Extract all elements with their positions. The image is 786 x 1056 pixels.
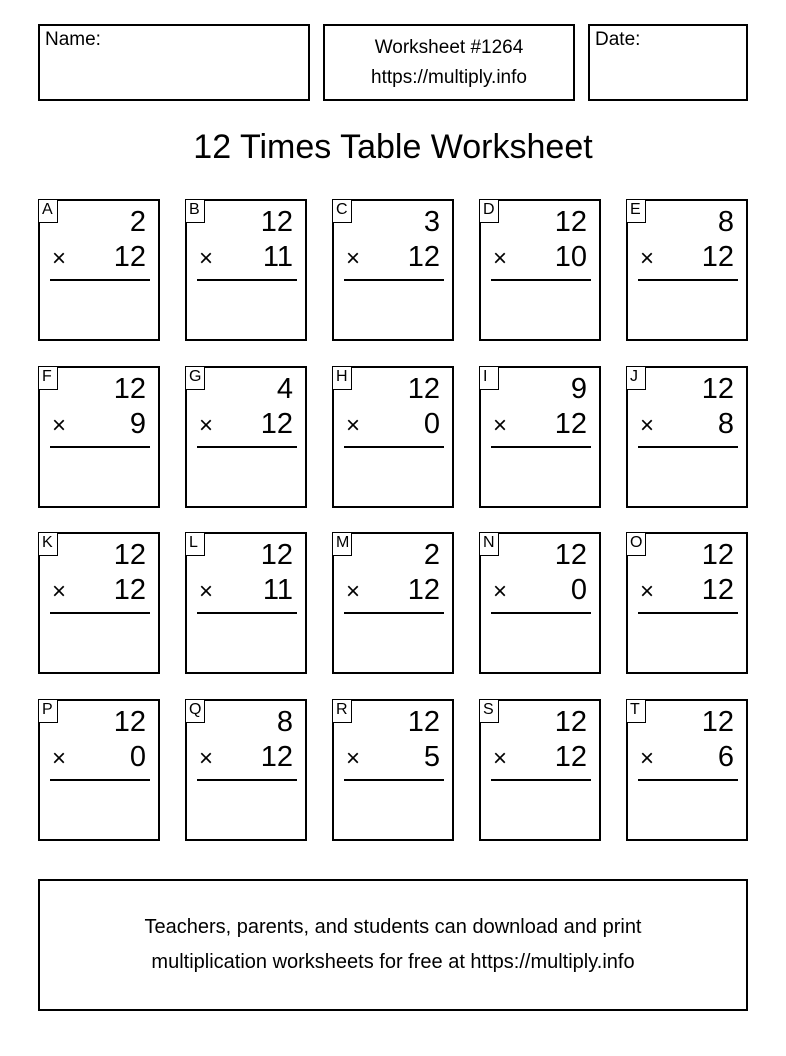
multiplier: 6: [717, 741, 734, 773]
multiplicand: 12: [260, 206, 293, 238]
multiplier: 12: [113, 241, 146, 273]
times-sign: ×: [52, 412, 67, 439]
multiplicand: 12: [701, 706, 734, 738]
problem-card[interactable]: [626, 199, 748, 341]
times-sign: ×: [640, 245, 655, 272]
multiplier: 12: [407, 574, 440, 606]
multiplier: 12: [701, 574, 734, 606]
answer-line: [638, 446, 738, 448]
multiplicand: 4: [276, 373, 293, 405]
problem-card[interactable]: [38, 366, 160, 508]
answer-line: [344, 446, 444, 448]
problem-letter: R: [332, 699, 352, 723]
multiplicand: 12: [407, 373, 440, 405]
problem-card[interactable]: [185, 366, 307, 508]
problem-card[interactable]: [38, 199, 160, 341]
answer-line: [50, 612, 150, 614]
problem-letter: I: [479, 366, 499, 390]
multiplier: 0: [129, 741, 146, 773]
problem-letter: C: [332, 199, 352, 223]
page-title: 12 Times Table Worksheet: [193, 128, 593, 166]
multiplier: 11: [262, 574, 293, 606]
problem-letter: T: [626, 699, 646, 723]
multiplicand: 3: [423, 206, 440, 238]
times-sign: ×: [52, 578, 67, 605]
problem-card[interactable]: [479, 699, 601, 841]
times-sign: ×: [199, 578, 214, 605]
problem-letter: D: [479, 199, 499, 223]
multiplier: 12: [260, 408, 293, 440]
problem-card[interactable]: [332, 199, 454, 341]
problem-letter: N: [479, 532, 499, 556]
multiplier: 12: [407, 241, 440, 273]
worksheet-info-box: [323, 24, 575, 101]
problem-card[interactable]: [626, 366, 748, 508]
times-sign: ×: [199, 245, 214, 272]
multiplier: 12: [554, 408, 587, 440]
problem-letter: M: [332, 532, 352, 556]
answer-line: [344, 779, 444, 781]
multiplier: 10: [554, 241, 587, 273]
problem-letter: B: [185, 199, 205, 223]
problem-card[interactable]: [185, 532, 307, 674]
multiplicand: 2: [129, 206, 146, 238]
times-sign: ×: [640, 412, 655, 439]
multiplicand: 12: [554, 206, 587, 238]
times-sign: ×: [52, 745, 67, 772]
multiplier: 12: [554, 741, 587, 773]
answer-line: [50, 446, 150, 448]
footer-note: [38, 879, 748, 1011]
times-sign: ×: [346, 745, 361, 772]
times-sign: ×: [346, 412, 361, 439]
multiplier: 0: [570, 574, 587, 606]
date-label: Date:: [595, 29, 641, 50]
answer-line: [344, 612, 444, 614]
answer-line: [344, 279, 444, 281]
problem-card[interactable]: [38, 699, 160, 841]
times-sign: ×: [346, 245, 361, 272]
problem-letter: L: [185, 532, 205, 556]
answer-line: [491, 446, 591, 448]
multiplicand: 9: [570, 373, 587, 405]
times-sign: ×: [493, 245, 508, 272]
times-sign: ×: [493, 745, 508, 772]
multiplier: 8: [717, 408, 734, 440]
multiplicand: 12: [260, 539, 293, 571]
problem-letter: E: [626, 199, 646, 223]
problem-letter: S: [479, 699, 499, 723]
footer-line-1: Teachers, parents, and students can download and print: [144, 916, 642, 938]
problem-card[interactable]: [626, 699, 748, 841]
multiplicand: 8: [276, 706, 293, 738]
answer-line: [491, 612, 591, 614]
problem-card[interactable]: [479, 532, 601, 674]
problem-letter: F: [38, 366, 58, 390]
problem-card[interactable]: [332, 366, 454, 508]
problem-card[interactable]: [479, 199, 601, 341]
problem-letter: K: [38, 532, 58, 556]
answer-line: [491, 279, 591, 281]
times-sign: ×: [199, 745, 214, 772]
problem-letter: Q: [185, 699, 205, 723]
answer-line: [50, 779, 150, 781]
problem-card[interactable]: [332, 532, 454, 674]
times-sign: ×: [346, 578, 361, 605]
multiplicand: 12: [701, 539, 734, 571]
problem-letter: H: [332, 366, 352, 390]
problem-letter: J: [626, 366, 646, 390]
multiplicand: 12: [113, 539, 146, 571]
answer-line: [638, 779, 738, 781]
footer-line-2: multiplication worksheets for free at https://multiply.info: [151, 951, 635, 973]
multiplier: 12: [701, 241, 734, 273]
multiplier: 11: [262, 241, 293, 273]
answer-line: [197, 446, 297, 448]
multiplicand: 12: [113, 373, 146, 405]
times-sign: ×: [493, 578, 508, 605]
multiplier: 5: [423, 741, 440, 773]
multiplier: 9: [129, 408, 146, 440]
times-sign: ×: [640, 745, 655, 772]
site-url: https://multiply.info: [371, 66, 527, 88]
multiplier: 12: [113, 574, 146, 606]
answer-line: [638, 279, 738, 281]
multiplicand: 12: [701, 373, 734, 405]
date-field-box[interactable]: [588, 24, 748, 101]
times-sign: ×: [640, 578, 655, 605]
answer-line: [491, 779, 591, 781]
multiplier: 0: [423, 408, 440, 440]
worksheet-number: Worksheet #1264: [374, 36, 524, 58]
answer-line: [50, 279, 150, 281]
problem-letter: A: [38, 199, 58, 223]
multiplicand: 12: [554, 706, 587, 738]
multiplicand: 8: [717, 206, 734, 238]
answer-line: [197, 279, 297, 281]
multiplier: 12: [260, 741, 293, 773]
multiplicand: 12: [113, 706, 146, 738]
answer-line: [197, 612, 297, 614]
name-label: Name:: [45, 29, 101, 50]
problem-letter: P: [38, 699, 58, 723]
name-field-box[interactable]: [38, 24, 310, 101]
problem-card[interactable]: [626, 532, 748, 674]
answer-line: [638, 612, 738, 614]
problem-letter: G: [185, 366, 205, 390]
problem-card[interactable]: [38, 532, 160, 674]
problem-letter: O: [626, 532, 646, 556]
times-sign: ×: [493, 412, 508, 439]
answer-line: [197, 779, 297, 781]
times-sign: ×: [199, 412, 214, 439]
problem-card[interactable]: [479, 366, 601, 508]
problem-card[interactable]: [185, 699, 307, 841]
multiplicand: 2: [423, 539, 440, 571]
multiplicand: 12: [554, 539, 587, 571]
times-sign: ×: [52, 245, 67, 272]
problem-card[interactable]: [332, 699, 454, 841]
problem-card[interactable]: [185, 199, 307, 341]
multiplicand: 12: [407, 706, 440, 738]
